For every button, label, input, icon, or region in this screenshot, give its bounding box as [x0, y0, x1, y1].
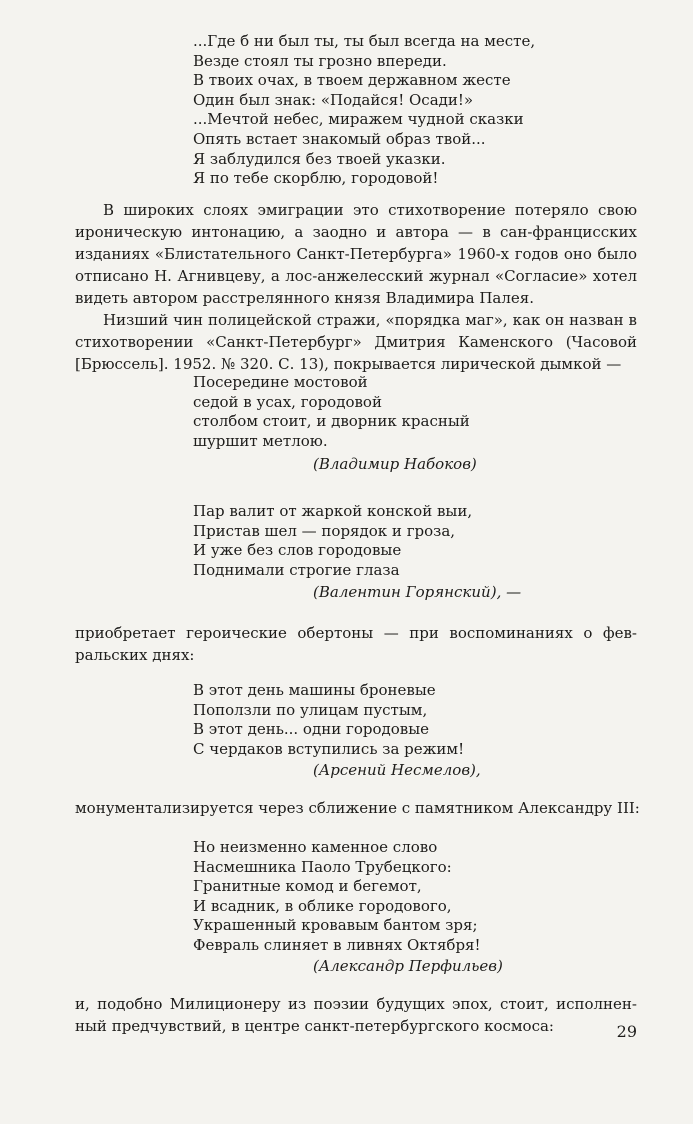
paragraph-line: изданиях «Блистательного Санкт-Петербурга» 1960-х годов оно было	[75, 245, 637, 263]
paragraph-2	[75, 309, 637, 375]
poem-line: Февраль слиняет в ливнях Октября!	[193, 935, 481, 954]
paragraph-line: ный предчувствий, в центре санкт-петербургского космоса:	[75, 1017, 554, 1035]
paragraph-line: видеть автором расстрелянного князя Владимира Палея.	[75, 289, 534, 307]
paragraph-line: приобретает героические обертоны — при воспоминаниях о фев-	[75, 624, 637, 642]
poem-line: Пар валит от жаркой конской выи,	[193, 502, 473, 520]
paragraph-line: стихотворении «Санкт-Петербург» Дмитрия Каменского (Часовой	[75, 333, 637, 351]
poem-line: Украшенный кровавым бантом зря;	[193, 916, 478, 935]
poem-line: Насмешника Паоло Трубецкого:	[193, 857, 452, 876]
paragraph-3	[75, 622, 637, 666]
paragraph-5	[75, 993, 637, 1037]
poem-line: Но неизменно каменное слово	[193, 838, 438, 856]
paragraph-line: ральских днях:	[75, 646, 195, 664]
poem-stanza-2	[193, 373, 470, 451]
paragraph-4	[75, 797, 640, 819]
poem-line: Один был знак: «Подайся! Осади!»	[193, 90, 474, 109]
paragraph-line: ироническую интонацию, а заодно и автора — в сан-францисских	[75, 223, 637, 241]
poem-line: Поползли по улицам пустым,	[193, 700, 428, 719]
poem-line: шуршит метлою.	[193, 431, 328, 450]
poem-line: Везде стоял ты грозно впереди.	[193, 51, 447, 70]
poem-line: В этот день машины броневые	[193, 681, 436, 699]
paragraph-line: монументализируется через сближение с памятником Александру III:	[75, 799, 640, 817]
page-number: 29	[616, 1022, 637, 1041]
poem-line: Я заблудился без твоей указки.	[193, 149, 446, 168]
paragraph-1	[75, 199, 637, 309]
poem-line: Опять встает знакомый образ твой...	[193, 129, 486, 148]
poem-line: И уже без слов городовые	[193, 541, 402, 560]
poem-line: седой в усах, городовой	[193, 392, 382, 411]
poem-line: Я по тебе скорблю, городовой!	[193, 169, 439, 188]
poem-4-author: (Арсений Несмелов),	[313, 761, 481, 779]
poem-line: столбом стоит, и дворник красный	[193, 412, 470, 431]
poem-2-author: (Владимир Набоков)	[313, 455, 477, 473]
poem-line: И всадник, в облике городового,	[193, 896, 452, 915]
poem-stanza-5	[193, 838, 481, 956]
poem-stanza-1	[193, 32, 535, 189]
poem-stanza-4	[193, 681, 464, 759]
paragraph-line: отписано Н. Агнивцеву, а лос-анжелесский журнал «Согласие» хотел	[75, 267, 637, 285]
poem-5-author: (Александр Перфильев)	[313, 957, 503, 975]
paragraph-line: и, подобно Милиционеру из поэзии будущих эпох, стоит, исполнен-	[75, 995, 637, 1013]
poem-3-author: (Валентин Горянский), —	[313, 583, 522, 601]
poem-line: Пристав шел — порядок и гроза,	[193, 521, 456, 540]
poem-line: В этот день... одни городовые	[193, 720, 430, 739]
poem-line: С чердаков вступились за режим!	[193, 739, 465, 758]
paragraph-line: В широких слоях эмиграции это стихотворение потеряло свою	[103, 201, 637, 219]
poem-line: В твоих очах, в твоем державном жесте	[193, 71, 511, 90]
poem-line: Поднимали строгие глаза	[193, 560, 400, 579]
paragraph-line: [Брюссель]. 1952. № 320. С. 13), покрывается лирической дымкой —	[75, 355, 622, 373]
poem-stanza-3	[193, 502, 472, 580]
poem-line: Гранитные комод и бегемот,	[193, 877, 422, 896]
poem-line: ...Мечтой небес, миражем чудной сказки	[193, 110, 524, 129]
paragraph-line: Низший чин полицейской стражи, «порядка маг», как он назван в	[103, 311, 637, 329]
poem-line: ...Где б ни был ты, ты был всегда на месте,	[193, 32, 536, 50]
poem-line: Посередине мостовой	[193, 373, 368, 391]
